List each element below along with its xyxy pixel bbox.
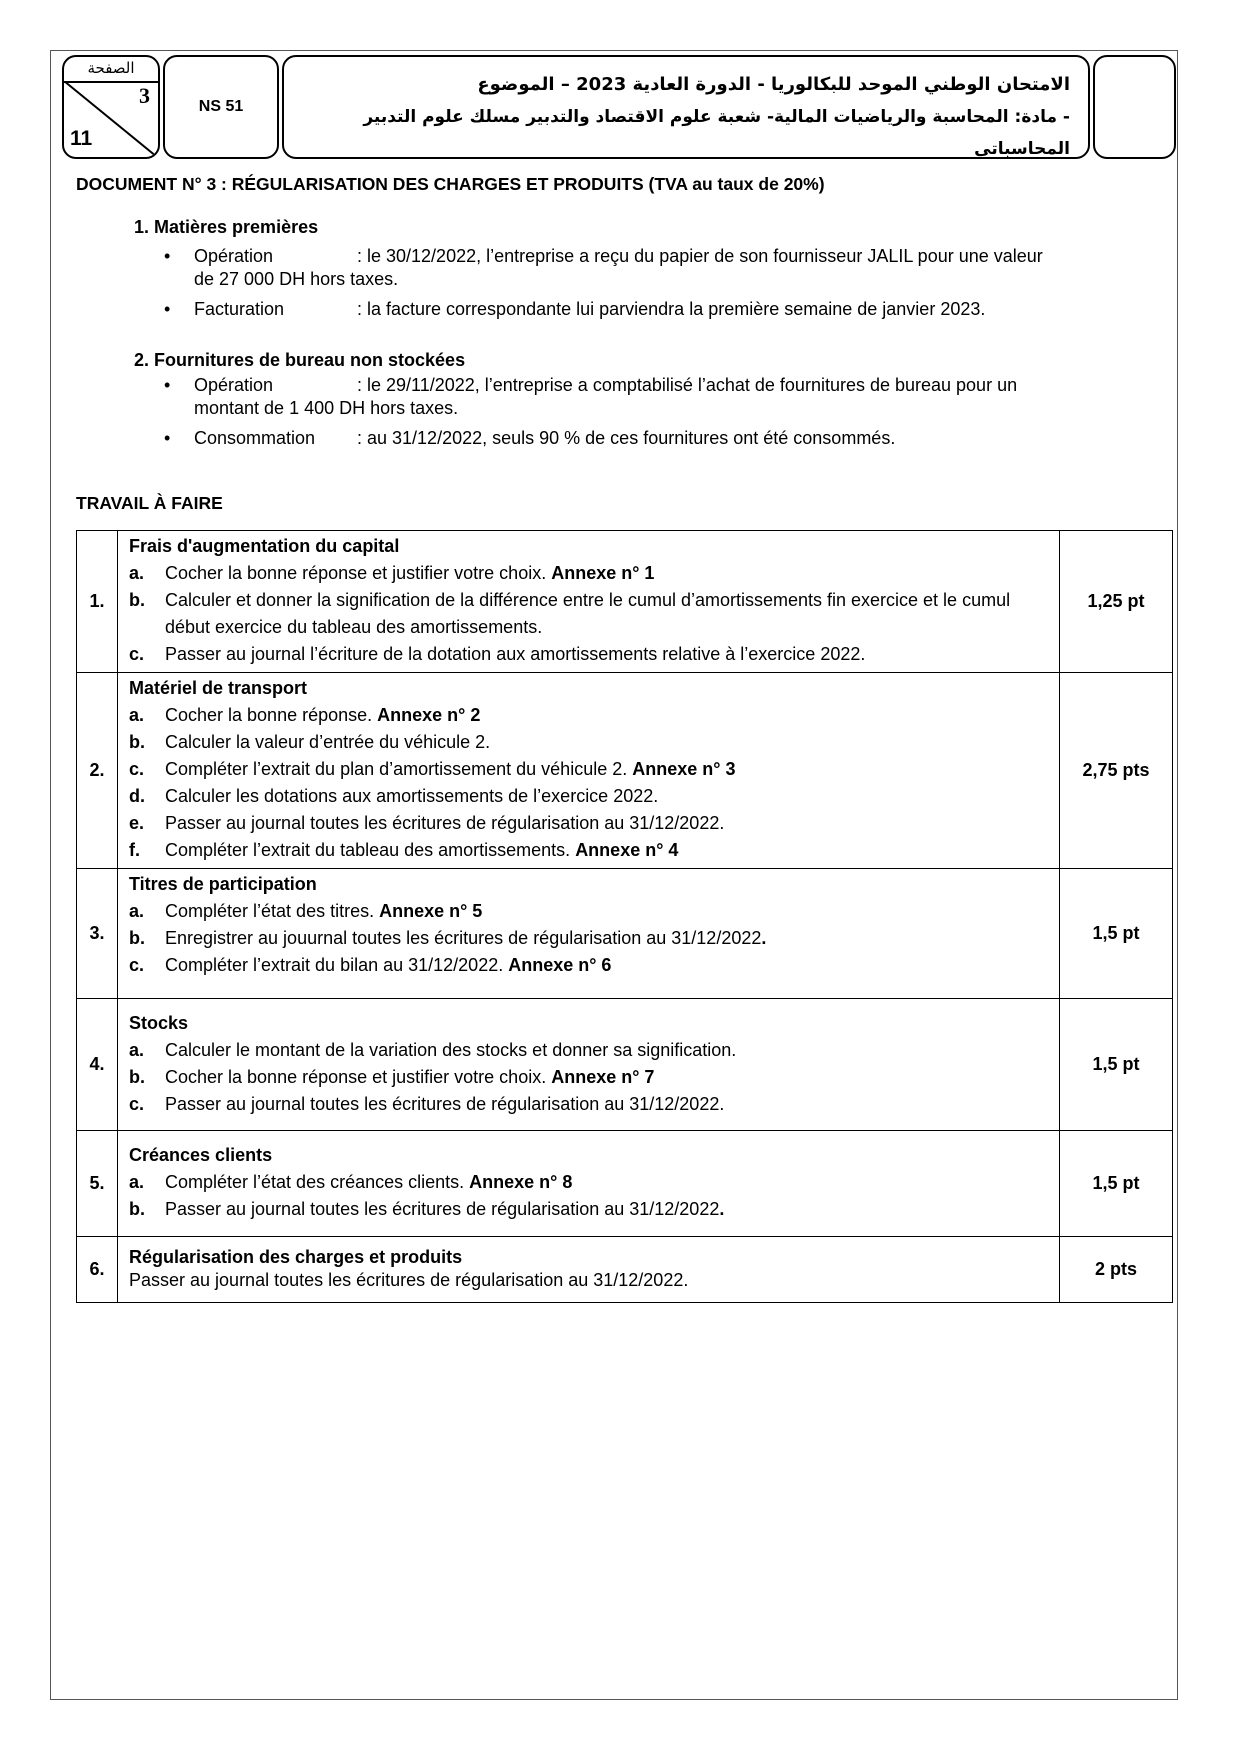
exam-title-line2: - مادة: المحاسبة والرياضيات المالية- شعبة علوم الاقتصاد والتدبير مسلك علوم التدبير المحاسباتي — [363, 107, 1070, 159]
table-row — [77, 1237, 1173, 1303]
section-matieres-premieres — [134, 213, 1043, 321]
bullet-text-cont: montant de 1 400 DH hors taxes. — [194, 398, 459, 418]
row-item — [129, 783, 1049, 810]
item-annexe: Annexe n° 2 — [377, 705, 481, 725]
item-text: Compléter l’état des créances clients. — [165, 1172, 470, 1192]
item-marker: b. — [129, 590, 145, 610]
item-marker: e. — [129, 813, 145, 833]
row-points: 1,25 pt — [1060, 531, 1173, 673]
item-text: Cocher la bonne réponse et justifier votre choix. — [165, 563, 552, 583]
item-annexe: Annexe n° 7 — [551, 1066, 655, 1087]
item-text: Calculer le montant de la variation des stocks et donner sa signification. — [165, 1039, 737, 1060]
exam-title-line1: الامتحان الوطني الموحد للبكالوريا - الدورة العادية 2023 – الموضوع — [477, 74, 1070, 95]
item-marker: c. — [129, 955, 145, 975]
item-marker: b. — [129, 1199, 145, 1219]
page-label: الصفحة — [64, 57, 158, 83]
bullet-text: : au 31/12/2022, seuls 90 % de ces fournitures ont été consommés. — [357, 428, 896, 448]
page-number-box — [62, 55, 160, 159]
section-heading: 1. Matières premières — [134, 217, 319, 237]
item-text: Calculer et donner la signification de la différence entre le cumul d’amortissements fin exercice et le cumul début exercice du tableau des amortissements. — [165, 590, 1011, 637]
row-number: 6. — [77, 1237, 118, 1303]
row-item — [129, 641, 1049, 668]
item-marker: a. — [129, 901, 145, 921]
item-annexe: Annexe n° 8 — [469, 1172, 573, 1192]
row-item — [129, 560, 1049, 587]
row-item — [129, 1064, 1049, 1091]
row-item — [129, 702, 1049, 729]
row-item — [129, 925, 1049, 952]
row-title: Titres de participation — [129, 874, 317, 894]
bullet-text-cont: de 27 000 DH hors taxes. — [194, 269, 399, 289]
section-fournitures-bureau — [134, 346, 1017, 450]
item-marker: b. — [129, 732, 145, 752]
bullet-text: : la facture correspondante lui parviendra la première semaine de janvier 2023. — [357, 299, 986, 319]
row-points: 2,75 pts — [1060, 673, 1173, 869]
bullet-text: : le 29/11/2022, l’entreprise a comptabilisé l’achat de fournitures de bureau pour un — [357, 375, 1018, 395]
table-row — [77, 673, 1173, 869]
bullet-label: Opération — [194, 375, 274, 395]
row-item — [129, 1037, 1049, 1064]
row-item — [129, 837, 1049, 864]
bullet-item — [134, 427, 1017, 450]
row-points: 1,5 pt — [1060, 999, 1173, 1131]
tasks-table — [76, 530, 1173, 1303]
item-annexe: Annexe n° 1 — [551, 563, 655, 583]
row-item — [129, 587, 1049, 641]
table-row — [77, 869, 1173, 999]
row-body — [118, 1131, 1060, 1237]
item-marker: c. — [129, 759, 145, 779]
row-item — [129, 898, 1049, 925]
document-title: DOCUMENT N° 3 : RÉGULARISATION DES CHARGES ET PRODUITS (TVA au taux de 20%) — [76, 174, 825, 194]
row-body — [118, 999, 1060, 1131]
row-title: Régularisation des charges et produits — [129, 1246, 463, 1267]
item-annexe: Annexe n° 6 — [508, 955, 612, 975]
item-marker: a. — [129, 1172, 145, 1192]
row-title: Stocks — [129, 1012, 189, 1033]
item-text: Enregistrer au jouurnal toutes les écritures de régularisation au 31/12/2022 — [165, 928, 762, 948]
row-number: 1. — [77, 531, 118, 673]
row-number: 5. — [77, 1131, 118, 1237]
item-text: Compléter l’extrait du tableau des amortissements. — [165, 840, 576, 860]
row-points: 2 pts — [1060, 1237, 1173, 1303]
item-text: Calculer les dotations aux amortissements de l’exercice 2022. — [165, 786, 659, 806]
row-item — [129, 729, 1049, 756]
item-marker: b. — [129, 928, 145, 948]
exam-code: NS 51 — [163, 55, 279, 159]
header-empty-box — [1093, 55, 1176, 159]
item-annexe: . — [761, 928, 767, 948]
travail-heading: TRAVAIL À FAIRE — [76, 493, 223, 513]
item-annexe: Annexe n° 4 — [575, 840, 679, 860]
item-annexe: Annexe n° 5 — [379, 901, 483, 921]
section-heading: 2. Fournitures de bureau non stockées — [134, 350, 466, 370]
row-number: 4. — [77, 999, 118, 1131]
row-body — [118, 869, 1060, 999]
item-text: Passer au journal toutes les écritures de régularisation au 31/12/2022. — [165, 813, 725, 833]
bullet-item — [134, 374, 1017, 420]
item-text: Calculer la valeur d’entrée du véhicule 2. — [165, 732, 491, 752]
page-current: 3 — [139, 83, 150, 108]
row-number: 2. — [77, 673, 118, 869]
row-item — [129, 1169, 1049, 1196]
bullet-label: Facturation — [194, 299, 285, 319]
table-row — [77, 531, 1173, 673]
item-marker: b. — [129, 1066, 145, 1087]
exam-title-box — [282, 55, 1090, 159]
row-item — [129, 1269, 1049, 1292]
table-row — [77, 1131, 1173, 1237]
row-title: Créances clients — [129, 1145, 273, 1165]
item-marker: a. — [129, 705, 145, 725]
row-item — [129, 1196, 1049, 1223]
item-annexe: . — [719, 1199, 725, 1219]
row-item — [129, 756, 1049, 783]
item-text: Cocher la bonne réponse. — [165, 705, 378, 725]
item-marker: a. — [129, 1039, 145, 1060]
item-text: Compléter l’extrait du plan d’amortissement du véhicule 2. — [165, 759, 633, 779]
bullet-item — [134, 298, 1043, 321]
item-text: Passer au journal toutes les écritures de régularisation au 31/12/2022 — [165, 1199, 720, 1219]
row-item — [129, 1091, 1049, 1118]
page-total: 11 — [70, 127, 93, 150]
item-text: Passer au journal toutes les écritures de régularisation au 31/12/2022. — [165, 1093, 725, 1114]
row-item — [129, 952, 1049, 979]
row-item — [129, 810, 1049, 837]
item-annexe: Annexe n° 3 — [632, 759, 736, 779]
bullet-label: Consommation — [194, 428, 316, 448]
item-text: Compléter l’état des titres. — [165, 901, 380, 921]
table-row — [77, 999, 1173, 1131]
item-marker: c. — [129, 644, 145, 664]
item-marker: a. — [129, 563, 145, 583]
row-points: 1,5 pt — [1060, 869, 1173, 999]
row-title: Frais d'augmentation du capital — [129, 536, 400, 556]
row-body — [118, 673, 1060, 869]
item-text: Cocher la bonne réponse et justifier votre choix. — [165, 1066, 552, 1087]
row-title: Matériel de transport — [129, 678, 308, 698]
bullet-item — [134, 245, 1043, 291]
row-points: 1,5 pt — [1060, 1131, 1173, 1237]
row-body — [118, 1237, 1060, 1303]
bullet-label: Opération — [194, 246, 274, 266]
item-marker: d. — [129, 786, 145, 806]
item-marker: f. — [129, 840, 140, 860]
item-text: Passer au journal l’écriture de la dotation aux amortissements relative à l’exercice 2022. — [165, 644, 866, 664]
item-text: Compléter l’extrait du bilan au 31/12/2022. — [165, 955, 509, 975]
bullet-text: : le 30/12/2022, l’entreprise a reçu du papier de son fournisseur JALIL pour une valeur — [357, 246, 1043, 266]
row-number: 3. — [77, 869, 118, 999]
item-text: Passer au journal toutes les écritures de régularisation au 31/12/2022. — [129, 1269, 689, 1290]
row-body — [118, 531, 1060, 673]
item-marker: c. — [129, 1093, 145, 1114]
